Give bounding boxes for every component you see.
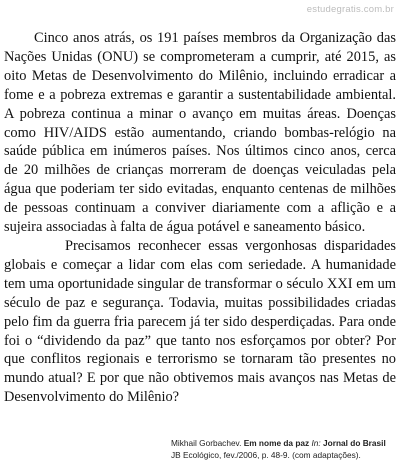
citation-author: Mikhail Gorbachev. bbox=[171, 438, 242, 448]
site-watermark: estudegratis.com.br bbox=[306, 4, 394, 15]
citation-details: JB Ecológico, fev./2006, p. 48-9. (com adaptações). bbox=[171, 450, 361, 460]
citation-line-1 bbox=[171, 437, 393, 449]
source-citation bbox=[171, 437, 393, 461]
paragraph-2: Precisamos reconhecer essas vergonhosas disparidades globais e começar a lidar com elas com seriedade. A humanidade tem uma oportunidade singular de transformar o século XXI em um século de paz e segurança. Todavia, muitas possibilidades criadas pelo fim da guerra fria parecem já ter sido desperdiçadas. Para onde foi o “dividendo da paz” que tanto nos esforçamos por obter? Por que conflitos regionais e terrorismo se tornaram tão presentes no mundo atual? E por que não obtivemos mais avanços nas Metas de Desenvolvimento do Milênio? bbox=[4, 237, 396, 406]
citation-title: Em nome da paz bbox=[243, 438, 310, 448]
citation-in-label: In: bbox=[311, 438, 321, 448]
citation-source: Jornal do Brasil bbox=[323, 438, 386, 448]
paragraph-1: Cinco anos atrás, os 191 países membros da Organização das Nações Unidas (ONU) se comprometeram a cumprir, até 2015, as oito Metas de Desenvolvimento do Milênio, incluindo erradicar a fome e a pobreza extremas e garantir a sustentabilidade ambiental. A pobreza continua a minar o avanço em muitas áreas. Doenças como HIV/AIDS estão aumentando, criando bombas-relógio na saúde pública em inúmeros países. Nos últimos cinco anos, cerca de 20 milhões de crianças morreram de doenças veiculadas pela água que poderiam ter sido evitadas, enquanto centenas de milhões de pessoas continuam a conviver diariamente com a aflição e a sujeira associadas à falta de água potável e saneamento básico. bbox=[4, 30, 396, 236]
article-text bbox=[4, 29, 396, 407]
